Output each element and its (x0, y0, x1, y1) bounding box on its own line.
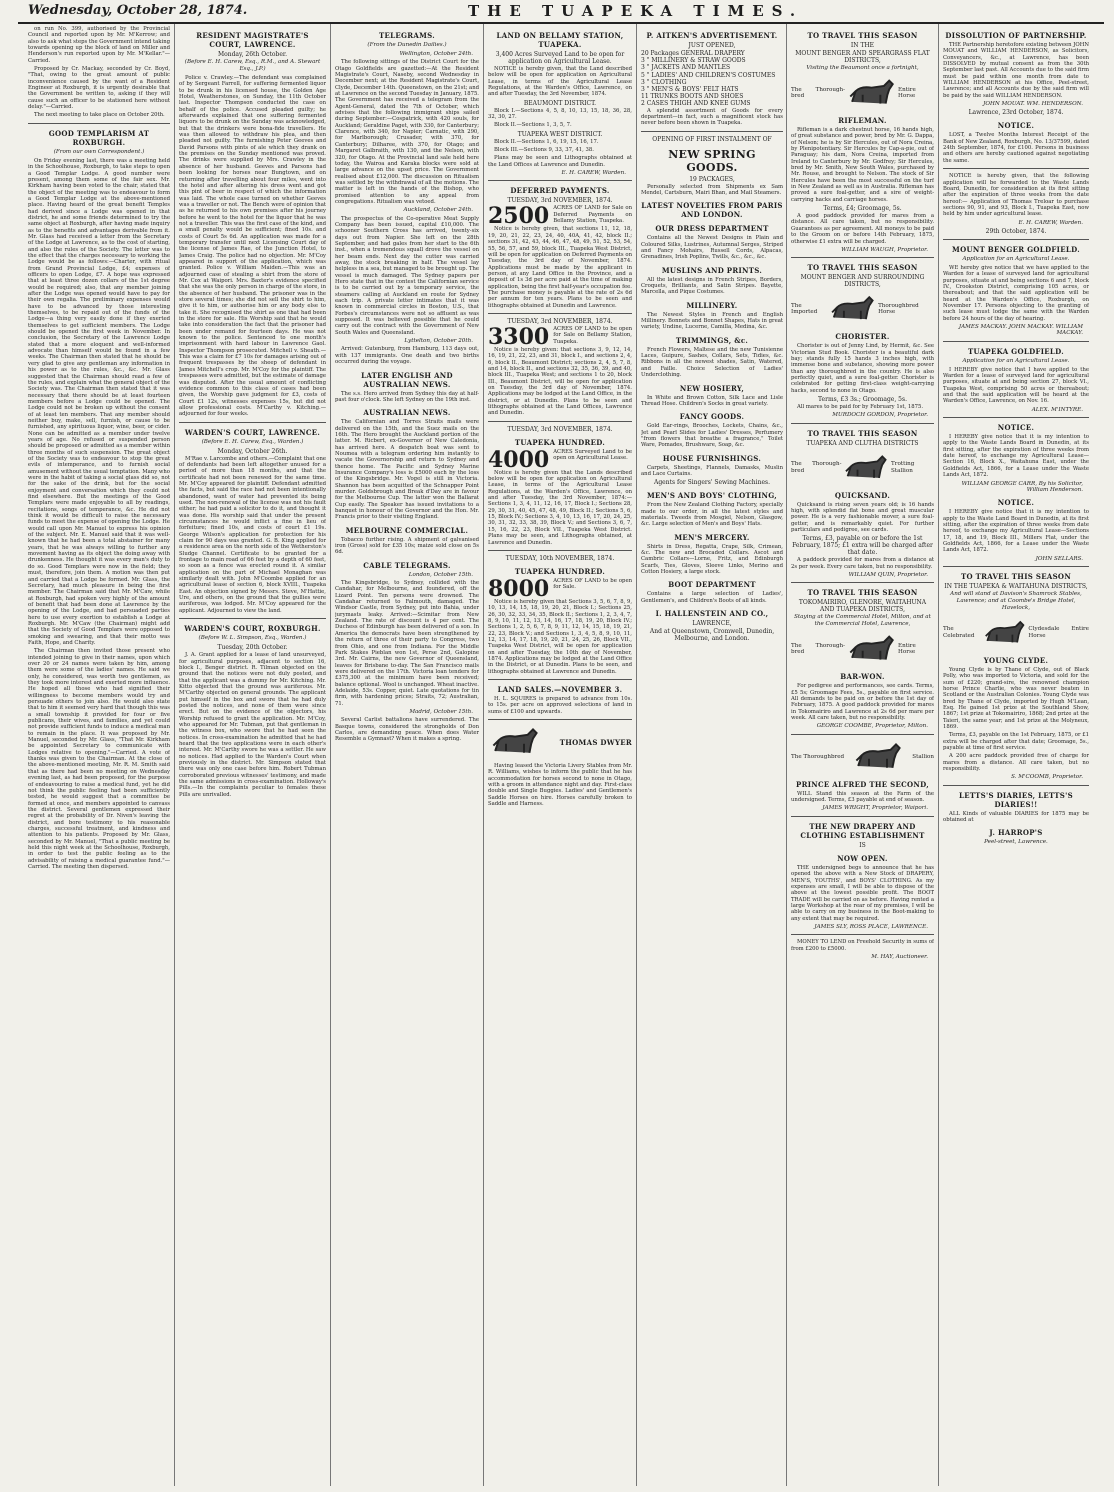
advert-body: The Newest Styles in French and English Millinery. Bonnets and Bonnet Shapes, Hats in great variety, Undine, Lucerne, Camilla, Medina, &c. (641, 311, 783, 331)
advert-body: Carpets, Sheetings, Flannels, Damasks, Muslin and Lace Curtains. (641, 464, 783, 477)
advert-body: ALL Kinds of valuable DIARIES for 1875 may be obtained at (943, 810, 1089, 824)
notice-body: H. L. SQUIRES is prepared to advance from 10s. to 15s. per acre on approved selections of land in sums of £100 and upwards. (488, 695, 632, 715)
court-date: Monday, October 26th. (217, 447, 288, 455)
stallion-name: BAR-WON. (840, 672, 885, 682)
advert-subheading: IN THE TUAPEKA & WAITAHUNA DISTRICTS, (944, 582, 1088, 590)
notice-date: TUESDAY, 3rd NOVEMBER, 1874. (507, 197, 613, 205)
stud-terms: Terms, £3, payable on the 1st February, 1875, or £1 extra will be charged after that date; Groomage, 5s., payable at time of first service. (943, 732, 1089, 752)
dateline: Lyttelton, October 20th. (404, 338, 473, 345)
notice-body: Notice is hereby given, that sections 11, 12, 18, 19, 20, 21, 22, 23, 24, 40, 40A, 41, 42, block II.; sections 31, 42, 43, 44, 46, 47, 48, 49, 51, 52, 53, 54, 55, 56, 57, and 59, block III., Tuapeka West District, will be open for application on Deferred Payments on Tuesday, the 3rd day of November, 1874. Applications must be made by the applicant in person, at any Land Office in the Province, and a deposit of 1s 3d per acre paid at the time of making application, being the first half-year's occupation fee. The purchase money is payable at the rate of 2s 6d per annum for ten years. Plans to be seen and lithographs obtained at Dunedin and Lawrence. (488, 226, 632, 309)
list-item: 3 " CLOTHING (641, 78, 687, 86)
horse-caption-right: Stallion (912, 753, 934, 760)
masthead (18, 2, 1104, 24)
notice-heading: DEFERRED PAYMENTS. (510, 186, 610, 196)
signature: E. H. CAREW, Warden. (1018, 219, 1083, 226)
article-heading: WARDEN'S COURT, LAWRENCE. (184, 427, 321, 437)
notice-body: I HEREBY give notice that I have applied to the Warden for a lease of surveyed land for agricultural purposes, situate at and being section 27, block VI., Tuapeka West, comprising 50 acres or thereabout; and that the said application will be heard at the Warden's Office, Lawrence, on Nov. 16. (943, 366, 1089, 405)
advert-heading: NEW SPRING GOODS. (668, 147, 756, 174)
signature: JAMES MACKAY. JOHN MACKAY. WILLIAM MACKAY. (958, 324, 1083, 337)
court-bench: (Before W. L. Simpson, Esq., Warden.) (198, 635, 307, 642)
notice-body: Notice is hereby given that Sections 3, 5, 6, 7, 8, 9, 10, 13, 14, 15, 18, 19, 20, 21, Block I.; Sections 25, 26, 30, 32, 33, 34, 35, Block II.; Sections 1, 2, 3, 4, 7, 8, 9, 10, 11, 12, 13, 14, 16, 17, 18, 19, 20, Block IV.; Sections 1, 2, 5, 6, 7, 8, 9, 11, 12, 14, 15, 18, 19, 21, 22, 23, Block V.; and Sections 1, 3, 4, 5, 8, 9, 10, 11, 12, 13, 14, 17, 18, 19, 20, 21, 24, 25, 26, Block VII., Tuapeka West District, will be open for application on and after Tuesday, the 10th day of November, 1874. Applications may be lodged at the Land Office in the District, or at Dunedin. Plans to be seen, and lithographs obtained at Lawrence and Dunedin. (488, 598, 632, 675)
signature: M. HAY, Auctioneer. (871, 953, 928, 960)
advert-body: MONEY TO LEND on Freehold Security in sums of from £200 to £5000. (791, 939, 934, 952)
advert-subheading: IS (859, 841, 866, 849)
article-body: The prospectus of the Co-operative Meat Supply Company has been issued, capital £10,000. The schooner Southern Cross has arrived, twenty-six days out from Napier. She left on the 28th September, and had gales from her start to the 6th inst., when a tremendous squall drove the vessel on her beam ends. Next day the cutter was carried away, the stock breaking in half. The vessel lay helpless in a sea, but managed to be brought up. The vessel is much damaged. The Sydney papers per Hero state that in the contest the Californian service is to be carried out by a temporary service, the steamers calling at Auckland en route for Sydney each trip. A private letter intimates that it was known in commercial circles in Boston, U.S., that Forbes's circumstances were not so affluent as was supposed. It was believed possible that he could carry out the contract with the Government of New South Wales and Queensland. (335, 215, 479, 336)
article-heading: GOOD TEMPLARISM AT ROXBURGH. (48, 128, 150, 147)
district-name: BEAUMONT DISTRICT. (523, 99, 597, 107)
divider (791, 257, 934, 258)
horse-caption-right: Entire Horse (898, 86, 916, 99)
notice-heading: LAND SALES.—NOVEMBER 3. (497, 684, 623, 694)
advert-body: Personally selected from Shipments ex Sam Mendel, Cartsburn, Mairi Bhan, and Mail Steamers. (641, 183, 783, 196)
advertiser-branches: And at Queenstown, Cromwell, Dunedin, Melbourne, and London. (649, 628, 775, 643)
notice-heading: MOUNT BENGER GOLDFIELD. (952, 244, 1080, 254)
notice-body: I HEREBY give notice that it is my intention to apply to the Waste Lands Board in Dunedin, at its first sitting, after the expiration of three weeks from date hereof, to exchange my Agricultural Lease—Section 16, Block X., Waitahuna East, under the Goldfields Act, 1866, for a Lease under the Waste Lands Act, 1872. (943, 434, 1089, 479)
advert-body: All the latest designs in French Stripes, Borders, Croquets, Brilliants, and Satin Stripes. Bayette, Marcella, and Pique Costumes. (641, 276, 783, 296)
article-heading: TELEGRAMS. (378, 31, 436, 40)
column-rule (636, 24, 637, 1486)
article-continuation: on run No. 399, authorised by the Provincial Council and reported upon by Mr. M'Kerrow; and also to ask what steps the Government intend taking towards opening up the block of land on Miller and Henderson's run reported upon by Mr. M'Kellar."—Carried. (28, 26, 170, 64)
court-date: Monday, 26th October. (217, 51, 288, 58)
advert-body: WILL Stand this season at the Farm of the undersigned. Terms, £3 payable at end of season. (791, 790, 934, 804)
article-heading: WARDEN'S COURT, ROXBURGH. (184, 624, 321, 634)
stallion-illustration (943, 615, 1089, 651)
column-1 (28, 26, 170, 1486)
stallion-illustration (791, 739, 934, 775)
divider (641, 131, 783, 132)
stallion-illustration (791, 450, 934, 486)
notice-subheading: Application for an Agricultural Lease. (962, 357, 1070, 364)
article-body: Tobacco further rising. A shipment of galvanised iron (Gross) sold for £35 10s; maize sold close on 5s 6d. (335, 536, 479, 556)
advert-body: Shirts in Dress, Regatta, Crape, Silk, Crimean, &c. The new and Brocaded Collars. Ascot and Cambric Collars—Lorne, Fritz, and Edinburgh Scarfs, Ties, Gloves, Sleeve Links, Merino and Cotton Hosiery, a large stock. (641, 543, 783, 575)
advertiser-address: Peel-street, Lawrence. (984, 839, 1048, 846)
advert-heading: NOW OPEN. (837, 853, 888, 863)
horse-icon (845, 75, 898, 111)
divider (791, 934, 934, 935)
divider (488, 550, 632, 551)
notice-heading: DISSOLUTION OF PARTNERSHIP. (945, 31, 1087, 40)
notice-body: Plans may be seen and Lithographs obtained at the Land Offices at Lawrence and Dunedin. (488, 155, 632, 168)
stud-terms: Terms, £3, payable on or before the 1st February, 1875; £1 extra will be charged after that date. (792, 535, 933, 557)
notice-heading: LAND ON BELLAMY STATION, TUAPEKA. (496, 31, 624, 49)
article-body: Police v. Crawley.—The defendant was complained of by Sergeant Farrell, for suffering fermented liquor to be drunk in his licensed house, the Golden Age Hotel, Weatherstones, on Sunday, the 11th October last. Inspector Thompson conducted the case on behalf of the police. Accused pleaded guilty; he afterwards explained that one suffering fermented liquors to be drunk on the Sunday was acknowledged, but that the drinkers were bona-fide travellers. He was then allowed to withdraw his plea, and then pleaded not guilty. The furnishing Peter Geeves and David Parsons with pints of ale which they drank on the premises on the Sunday mentioned was proved. The drinks were supplied by Mrs. Crawley in the absence of her husband. Geeves and Parsons had been looking for horses near Bungtown, and on returning after travelling about four miles, went into the hotel and after altering his dress went and got this pint of beer in respect of which the information was laid. The whole case turned on whether Geeves was a traveller or not. The Bench were of opinion that as he returned to his own premises after his journey before he went to the hotel for the liquor that he was not a traveller. This was the first case of the kind, and a small penalty would be sufficient; fined 10s. and costs of Court 5s 6d. An application was made for a temporary transfer until next Licensing Court day of the license of James Rae, of the Junction Hotel, to James Craig. The police had no objection. Mr. M'Coy appeared in support of the application, which was granted. Police v. William Maiden.—This was an adjourned case of stealing a shirt from the store of Mr. Cox at Waipori. Mrs. Baxter's evidence specified that she was the only person in charge of the store, in the absence of her husband. The prisoner was in the store several times; she did not sell the shirt to him, give it to him, or authorise him or any body else to take it. She recognised the shirt as one that had been in the store for sale. His Worship said that he would take into consideration the fact that the prisoner had been under remand for fourteen days. He was not known to the police. Sentenced to one month's imprisonment with hard labour in Lawrence Gaol. Inspector Thompson prosecuted. Mitchell v. Sheath.—This was a claim for £7 10s for damages arising out of frequent trespasses by the sheep of defendant in James Mitchell's crop. Mr. M'Coy for the plaintiff. The trespasses were admitted, but the estimate of damage was disputed. After the usual amount of conflicting evidence common to this class of cases had been given, the Worship gave judgment for £3, costs of Court £1 12s, witnesses expenses 15s, but did not allow professional costs. M'Carthy v. Kitching.—adjourned for four weeks. (179, 75, 326, 418)
dateline: Auckland, October 24th. (403, 207, 473, 214)
advert-body: In White and Brown Cotton, Silk Lace and Lisle Thread Hose. Children's Socks in great variety. (641, 394, 783, 407)
advert-heading: TO TRAVEL THIS SEASON (807, 588, 918, 598)
horse-caption-right: Thoroughbred Horse (878, 302, 919, 316)
divider (488, 719, 632, 720)
article-heading: LATER ENGLISH AND AUSTRALIAN NEWS. (361, 370, 453, 389)
advert-subheading: FANCY GOODS. (679, 412, 745, 422)
article-body: M'Rae v. Larcombe and others.—Complaint that one of defendants had been left altogether unused for a period of more than 18 months, and that the certificate had not been renewed for the same time. Mr. M'Coy appeared for plaintiff. Defendant admitted the facts, but said the race had not been intentionally abandoned, want of water had prevented its being used. The non-renewal of the license was not his fault either; he had paid a solicitor to do it, and thought it was done. His worship said that under the present circumstances he would inflict a fine in lieu of forfeiture; fined 10s, and costs of court £1 19s. George Wilson's application for protection for his claim for 90 days was granted. G. B. King applied for a residence area on the north side of the Wetherston's Sludge Channel. Certificate to be granted for a frontage to main road of 66 feet by a depth of 60 feet, so soon as a fence was erected round it. A similar application on the part of Michael Monaghan was similarly dealt with. John M'Coombe applied for an agricultural lease of section 6, block XVIII., Tuapeka East. An objection signed by Messrs. Steve, M'Hattie, Ure, and others, on the ground that the gullies were auriferous, was lodged. Mr. M'Coy appeared for the applicant. Adjourned to view the land. (179, 455, 326, 614)
article-continuation: Proposed by Cr. Mackay, seconded by Cr. Boyd, "That, owing to the great amount of public inconvenience caused by the want of a Resident Engineer at Roxburgh, it is urgently desirable that the Government be written to, asking if they will cause such an officer to be stationed here without delay."—Carried. (28, 66, 170, 111)
district-name: TUAPEKA WEST DISTRICT. (517, 130, 603, 138)
advert-body: A 200 acre paddock provided free of charge for mares from a distance. All care taken, but no responsibility. (943, 753, 1089, 773)
list-item: 3 " JACKETS AND MANTLES (641, 64, 731, 72)
divider (943, 168, 1089, 169)
stallion-illustration (791, 291, 934, 327)
column-3 (335, 26, 479, 1486)
divider (943, 785, 1089, 786)
horse-caption-left: The Thoroughbred (791, 753, 845, 760)
advertiser-town: LAWRENCE, (692, 620, 732, 628)
section-list: Block II.—Sections 1, 3, 5, 7. (494, 122, 572, 129)
divider (943, 566, 1089, 567)
article-subheading: (From our own Correspondent.) (53, 148, 145, 155)
acreage-text: ACRES OF LAND for Sale on Deferred Payments on Bellamy Station, Tuapeka. (553, 205, 632, 225)
advert-subheading: Agents for Singers' Sewing Machines. (654, 479, 770, 487)
notice-heading: TUAPEKA GOLDFIELD. (967, 346, 1065, 356)
section-list: Block II.—Sections 1, 6, 19, 15, 16, 17. (494, 138, 599, 145)
notice-body: I HEREBY give notice that it is my intention to apply to the Waste Land Board in Dunedin, at its first sitting, after the expiration of three weeks from date hereof, to exchange my Agricultural Lease—Sections 17, 18, and 19, Block III., Millers Flat, under the Goldfields Act, 1866, for a Lease under the Waste Lands Act, 1872. (943, 509, 1089, 554)
article-body: J. A. Grant applied for a lease of land unsurveyed, for agricultural purposes, adjacent to section 16, block I., Benger district. R. Tilman objected on the ground that the notices were not duly posted, and that the applicant was a dummy for Mr. Kitching. Mr. Kitto objected that the ground was auriferous. Mr. M'Carthy objected on general grounds. The applicant put himself in the box and swore that he had duly posted the notices, and none of them were since erect. But on the evidence of the objectors, his Worship refused to grant the application. Mr. M'Coy, who appeared for Mr. Tubman, put that gentleman in the witness box, who swore that he had seen the notices. In cross-examination he admitted that he had heard that the two applications were in each other's interest. Mr. M'Carthy swore he was a settler. He saw no notices. Had applied to the Warden's Court when previously in the district. Mr. Simpson stated that there was only one case before him. Robert Tubman corroborated previous witnesses' testimony, and made the same admissions in cross-examination. Holloway's Pills.—In the complaints peculiar to females these Pills are unrivalled. (179, 652, 326, 798)
acreage-text: ACRES OF LAND to be open for Sale. (553, 577, 632, 591)
divider (488, 679, 632, 680)
advert-subheading: OPENING OF FIRST INSTALMENT OF (652, 135, 772, 143)
horse-caption-left: The Imported (791, 302, 818, 316)
advert-subheading: And will stand at Davison's Shamrock Stables, Lawrence; and at Coombe's Bridge Hotel, Havelock, (950, 590, 1082, 611)
notice-body: THE Partnership heretofore existing between JOHN MOUAT and WILLIAM HENDERSON, as Solicitors, Conveyancers, &c., at Lawrence, has been DISSOLVED by mutual consent as from the 30th September last past. All Accounts due to the said firm must be paid within one month from date to WILLIAM HENDERSON at his Office, Peel-street, Lawrence; and all Accounts due by the said firm will be paid by the said WILLIAM HENDERSON. (943, 42, 1089, 99)
advert-subheading: TOKOMAIRIRO, GLENORE, WAITAHUNA AND TUAPEKA DISTRICTS, (798, 599, 927, 614)
advert-body: Having leased the Victoria Livery Stables from Mr. R. Williams, wishes to inform the public that he has accommodation for horses second to none in Otago, with a groom in attendance night and day. First-class double and Single Buggies. Ladies' and Gentlemen's Saddle Horses on hire. Horses carefully broken to Saddle and Harness. (488, 763, 632, 808)
article-heading: AUSTRALIAN NEWS. (363, 408, 451, 418)
advert-subheading: JUST OPENED, (688, 42, 736, 49)
article-heading: RESIDENT MAGISTRATE'S COURT, LAWRENCE. (196, 31, 309, 49)
signature: WILLIAM WAUGH, Proprietor. (841, 246, 928, 253)
advert-body: Chorister is out of Jenny Lind, by Hermit, &c. See Victorian Stud Book. Chorister is a beautiful dark bay; stands fully 15 hands 3 inches high, with immense bone and substance, showing more power than any thoroughbred in the country. He is also perfectly quiet, and a sure foal-getter. Chorister is celebrated for getting first-class weight-carrying hacks, second to none in Otago. (791, 343, 934, 394)
stud-terms: Terms, £3 3s.; Groomage, 5s. (818, 395, 907, 403)
stallion-name: YOUNG CLYDE. (983, 655, 1049, 665)
notice-date: TUESDAY, 10th NOVEMBER, 1874. (505, 554, 615, 562)
advert-body: For pedigree and performances, see cards. Terms, £5 5s; Groomage Fees, 5s., payable on first service. All demands to be paid on or before the 1st day of February, 1875. A good paddock provided for mares in Tokomairiro and Lawrence at 2s 6d per mare per week. All care taken, but no responsibility. (791, 683, 934, 722)
divider (791, 816, 934, 817)
section-list: Block III.—Sections 9, 33, 37, 41, 38. (494, 147, 594, 154)
horse-caption-left: The Thorough-bred (791, 86, 846, 99)
stallion-name: PRINCE ALFRED THE SECOND, (796, 779, 929, 789)
acreage-text: ACRES OF LAND to be open for Sale on Bellamy Station, Tuapeka. (553, 325, 632, 345)
notice-subheading: Application for an Agricultural Lease. (962, 255, 1070, 262)
advert-subheading: LATEST NOVELTIES FROM PARIS AND LONDON. (641, 201, 783, 220)
stud-terms: Terms, £4; Groomage, 5s. (823, 205, 902, 213)
horse-caption-right: Trotting Stallion (891, 461, 915, 474)
divider (943, 239, 1089, 240)
divider (791, 423, 934, 424)
column-2 (179, 26, 326, 1486)
list-item: 3 " MILLINERY & STRAW GOODS (641, 57, 746, 65)
acreage-figure: 4000 (488, 446, 550, 473)
horse-icon (981, 615, 1028, 651)
notice-heading: TUAPEKA HUNDRED. (514, 566, 606, 576)
advert-body: All mares to be paid for by February 1st, 1875. (797, 403, 924, 410)
stallion-name: CHORISTER. (835, 332, 890, 342)
court-bench: (Before E. H. Carew, Esq., R.M., and A. Stewart Esq., J.P.) (184, 59, 321, 72)
advert-subheading: Staying at the Commercial Hotel, Milton, and at the Commercial Hotel, Lawrence, (794, 614, 931, 628)
stallion-illustration (791, 631, 934, 667)
article-body: The Californian and Torres Straits mails were delivered on the 15th, and the Suez mails on the 16th. The Hero brought the Auckland portion of the latter. M. Ricbert, ex-Governor of New Caledonia, has arrived here. A despatch boat was sent to Noumea with a telegram ordering him instantly to vacate the Governorship and return to Sydney and thence home. The Pacific and Sydney Marine Insurance Company's loss is £5000 each by the loss of the Kingsbridge. Mr. Vogel is still in Victoria. Shannon has been acquitted of the Schnapper Point murder. Goldsbrough and Break d'Day are in favour for the Melbourne Cup. The latter won the Ballarat Cup easily. The Speaker has issued invitations to a banquet in honour of the Governor and the Hon. Mr. Francis prior to their visiting England. (335, 419, 479, 521)
list-item: 11 TRUNKS BOOTS AND SHOES (641, 93, 744, 101)
advertiser-name: I. HALLENSTEIN AND CO., (655, 609, 769, 619)
advert-heading: TO TRAVEL THIS SEASON (807, 428, 918, 438)
livery-ad (488, 724, 632, 760)
advert-body: French Flowers, Maltese and the new Tunisienne Laces, Guipure, Sashes, Collars, Sets, Tidies, &c. Ribbons in all the newest shades, Satin, Watered, and Faille. Choice Selection of Ladies' Underclothing. (641, 346, 783, 379)
column-rule (483, 24, 484, 1486)
acreage-text: ACRES Surveyed Land to be open on Agricultural Lease. (553, 448, 632, 462)
divider (488, 180, 632, 181)
horse-caption-left: The Thorough-bred (791, 461, 842, 474)
horse-icon (851, 739, 905, 775)
notice-intro: 3,400 Acres Surveyed Land to be open for application on Agricultural Lease. (495, 51, 625, 65)
advert-heading: TO TRAVEL THIS SEASON (807, 31, 918, 40)
column-rule (938, 24, 939, 1486)
stallion-illustration (791, 75, 934, 111)
notice-body: NOTICE is hereby given, that the following application will be forwarded to the Waste Lands Board, Dunedin, for consideration at its first sitting after the expiration of three weeks from the date hereof:— Application of Thomas Treloar to purchase sections 90, 91, and 93, Block I., Tuapeka East, now held by him under agricultural lease. (943, 173, 1089, 218)
article-body: The s.s. Hero arrived from Sydney this day at half-past four o'clock. She left Sydney on the 19th inst. (335, 390, 479, 403)
notice-heading: NOTICE. (997, 498, 1035, 508)
column-rule (786, 24, 787, 1486)
advert-subheading: BOOT DEPARTMENT (668, 580, 756, 590)
signature: S. M'COOMB, Proprietor. (1011, 774, 1083, 781)
advert-heading: P. AITKEN'S ADVERTISEMENT. (646, 31, 778, 40)
horse-caption-right: Entire Horse (898, 642, 916, 656)
acreage-figure: 8000 (488, 575, 550, 602)
advert-subheading: MUSLINS AND PRINTS. (661, 265, 763, 275)
signature: ALEX. M'INTYRE. (1031, 406, 1083, 413)
divider (179, 618, 326, 619)
article-body: On Friday evening last, there was a meeting held in the Schoolhouse, Roxburgh, to take steps to open a Good Templar Lodge. A good number were present, among them some of the fair sex. Mr. Kirkham having been voted to the chair, stated that the object of the meeting was to endeavour to form a Good Templar Lodge at the above-mentioned place. Having heard of the great benefit Temples had derived since a Lodge was opened in that district, he and some friends determined to try the same object at Roxburgh, after having made inquiry as to the benefits and advantages derivable from it. Mr. Glass had received a letter from the Secretary of the Lodge at Lawrence, as to the cost of starting, and also the rules of the Society. The letter was to the effect that the charges necessary to working the Lodge would be as follows:—Charter, with ritual from Grand Provincial Lodge, £4; expenses of officers to open Lodge, £7. A hope was expressed that at least three dozen collars of the 1st degree would be required; also, that any member joining after the Lodge was opened would have to pay for their own regalia. The preliminary expenses would have to be advanced by those interesting themselves, to be repaid out of the funds of the Lodge—a thing very easily done if they exerted themselves to get sufficient members. The Lodge should be opened the first week in November. In conclusion, the Secretary of the Lawrence Lodge stated that a more eloquent and well-informed advocate than himself would be found in a few weeks. The Chairman then stated that he should be very glad to give any gentleman any information in his power as to the rules, &c., &c. Mr. Glass suggested that the Chairman should read a few of the rules, and explain what the general object of the Society was. The Chairman then stated that it was necessary that there should be at least fourteen members before a Lodge could be opened. The Lodge could not be broken up without the consent of at least ten members. That any member should neither buy, make, sell, furnish, or cause to be furnished, any spirituous liquor, wine, beer, or cider. None can be admitted as a member under twelve years of age. No refused or suspended person should be proposed or admitted as a member within three months of such suspension. The great object of the Society was to endeavour to stop the great evils of intemperance, and to furnish social amusement without the usual temptation. Many who were in the habit of taking a social glass did so, not for the sake of the drink, but for the social enjoyment and conversation which they could not find elsewhere. But the meetings of the Good Templars were made enjoyable to all by readings, recitations, songs of temperance, &c. He did not think it would be difficult to raise the necessary funds to meet the expense of opening the Lodge. He would call upon Mr. Manuel to express his opinion of the subject. Mr. E. Manuel said that it was well-known that he had been a total abstainer for many years, that he was always willing to further any movement having as its object the doing away with drunkenness. He thought it was every man's duty to do so. Good Templars were now in the field; they must, therefore, join them. A motion was then put and carried that a Lodge be formed. Mr. Glass, the Secretary, had much pleasure in being the first member. The Chairman said that Mr. M'Caw, while at Roxburgh, had spoken very highly of the amount of benefit that had been done at Lawrence by the opening of the Lodge, and had persuaded parties here to use every exertion to establish a Lodge at Roxburgh. Mr. M'Caw (the Chairman) might add that the Society of Good Templars were opposed to smoking and swearing, and that their motto was Faith, Hope, and Charity. (28, 157, 170, 646)
advert-body: Rifleman is a dark chestnut horse, 16 hands high, of great substance and power, bred by Mr. G. Dappa, of Nelson; he is by Sir Hercules, out of Nora Creina, by Plenipotentiary. Sir Hercules by Cap-a-pie, out of Paraguay; his dam, Nora Creina, imported from Ireland to Canterbury by Mr. Godfrey; Sir Hercules, bred by Mr. Smith, New South Wales, purchased by Mr. Rouse, and brought to Nelson. The stock of Sir Hercules have been the most successful on the turf in New Zealand as well as in Australia. Rifleman has proved a sure foal-getter, and a sire of weight-carrying hacks and carriage horses. (791, 127, 934, 203)
advert-subheading: TUAPEKA AND CLUTHA DISTRICTS (806, 439, 919, 447)
divider (488, 313, 632, 314)
column-4 (488, 26, 632, 1486)
signature: WILLIAM GEORGE CARR, By his Solicitor, William Henderson. (961, 480, 1083, 493)
article-body: Several Carlist battalions have surrendered. The Basque towns, considered the strongholds of Don Carlos, are demanding peace. When does Water Resemble a Gymnast? When it makes a spring. (335, 717, 479, 743)
list-item: 3 " MEN'S & BOYS' FELT HATS (641, 86, 739, 94)
issue-date: Wednesday, October 28, 1874. (28, 3, 248, 18)
horse-icon (827, 291, 878, 327)
divider (179, 422, 326, 423)
divider (28, 123, 170, 124)
section-list: Block I.—Sections 4, 5, 8, 10, 13, 15, 18, 36, 28, 32, 30, 27. (488, 107, 632, 121)
horse-caption-left: The Thorough-bred (791, 642, 846, 656)
notice-body: Notice is hereby given: that sections 3, 9, 12, 14, 16, 19, 21, 22, 23, and 31, block I., and sections 2, 4, 6, block II., Beaumont District; sections 2, 4, 5, 7, 8, and 14, block II., and sections 32, 35, 36, 39, and 40, block III., Tuapeka West; and sections 1 to 20, block III., Beaumont District, will be open for application on Tuesday, the 3rd day of November, 1874. Applications may be lodged at the Land Office, in the district, or at Dunedin. Plans to be seen and lithographs obtained at the Land Offices, Lawrence and Dunedin. (488, 346, 632, 417)
advert-subheading: MEN'S AND BOYS' CLOTHING, (647, 491, 777, 501)
article-subheading: (From the Dunedin Dailies.) (367, 42, 447, 48)
acreage-figure: 3300 (488, 323, 550, 350)
advert-subheading: MILLINERY. (686, 300, 738, 310)
list-item: 5 " LADIES' AND CHILDREN'S COSTUMES (641, 71, 776, 79)
signature: JOHN MOUAT. WM. HENDERSON. (983, 101, 1083, 108)
column-5 (641, 26, 783, 1486)
column-6 (791, 26, 934, 1486)
dateline: London, October 15th. (408, 571, 473, 578)
advert-subheading: OUR DRESS DEPARTMENT (655, 224, 769, 234)
notice-heading: NOTICE. (997, 121, 1035, 131)
signature: WILLIAM QUIN, Proprietor. (848, 572, 928, 579)
article-body: The following sittings of the District Court for the Otago Goldfields are gazetted:—At the Resident Magistrate's Court, Naseby, second Wednesday in December next; at the Resident Magistrate's Court, Clyde, December 14th. Queenstown, on the 21st; and at Lawrence on the second Tuesday in January, 1875. The Government has received a telegram from the Agent-General, dated the 7th of October, which advises that the following immigrant ships sailed during September:—Cospatrick, with 420 souls, for Auckland; Geraldine Paget, with 330, for Canterbury; Clarence, with 340, for Napier; Carnatic, with 290, for Marlborough; Crusader, with 370, for Canterbury; Dilharee, with 370, for Otago; and Margaret Galbraith, with 130, and the Nelson, with 320, for Otago. At the Provincial land sale held here today, the Wairoa and Karaka blocks were sold at large advance on the upset price. The Government realised about £12,000. The discussion on Ritualism was settled by the withdrawal of all the motions. The matter is left in the hands of the Bishop, who promised attention to any appeal from congregations. Ritualism was vetoed. (335, 59, 479, 205)
divider (488, 421, 632, 422)
notice-body: Notice is hereby given that the Lands described below will be open for application on Agricultural Lease, in terms of the Agricultural Lease Regulations, at the Warden's Office, Lawrence, on and after Tuesday, the 3rd November, 1874:— Sections 1, 3, 4, 11, 12, 16, 17, Block I.; Sections 28, 29, 30, 31, 40, 45, 47, 48, 49, Block II.; Sections 5, 6, 15, Block IV.; Sections 3, 4, 10, 13, 16, 17, 20, 24, 25, 30, 31, 32, 33, 38, 39, Block V.; and Sections 3, 6, 7, 15, 16, 22, 23, Block VII., Tuapeka West District. Plans may be seen, and Lithographs obtained, at Lawrence and Dunedin. (488, 469, 632, 546)
notice-heading: TUAPEKA HUNDRED. (514, 437, 606, 447)
advert-subheading: 19 PACKAGES, (689, 175, 735, 183)
notice-body: NOTICE is hereby given, that the Land described below will be open for application on Agricultural Lease, in terms of the Agricultural Lease Regulations, at the Warden's Office, Lawrence, on and after Tuesday, the 3rd November, 1874. (488, 66, 632, 98)
horse-icon (488, 724, 542, 760)
advert-subheading: MOUNT BENGER AND SURROUNDING DISTRICTS, (800, 274, 925, 289)
advert-heading: THE NEW DRAPERY AND CLOTHING ESTABLISHMENT (800, 821, 925, 840)
notice-date: TUESDAY, 3rd NOVEMBER, 1874. (507, 425, 613, 433)
advert-heading: LETTS'S DIARIES, LETTS'S DIARIES!! (959, 790, 1073, 809)
horse-caption-left: The Celebrated (943, 626, 975, 639)
newspaper-title: THE TUAPEKA TIMES. (468, 2, 804, 20)
divider (943, 341, 1089, 342)
advert-body: Quicksand is rising seven years old; is 16 hands high, with splendid flat bone and great muscular power. He is a very fashionable mover, a sure foal-getter, and is remarkably quiet. For further particulars and pedigree, see cards. (791, 501, 934, 533)
advert-subheading: TRIMMINGS, &c. (675, 335, 749, 345)
advertiser-name: THOMAS DWYER (559, 737, 632, 747)
column-7 (943, 26, 1089, 1486)
horse-caption-right: Clydesdale Entire Horse (1028, 626, 1089, 639)
acreage-figure: 2500 (488, 203, 550, 230)
signature: GEORGE COOMBE, Proprietor, Milton. (816, 723, 928, 730)
advert-body: Gold Ear-rings, Brooches, Lockets, Chains, &c., Jet and Pearl Slides for Ladies' Dresses, Perfumery "from flowers that breathe a fragrance," Toilet Ware, Pomades, Brushware, Soap, &c. (641, 423, 783, 449)
dateline: Madrid, October 15th. (409, 708, 473, 715)
advert-subheading: NEW HOSIERY, (679, 383, 745, 393)
court-bench: (Before E. H. Carew, Esq., Warden.) (201, 438, 304, 445)
advert-subheading: Visiting the Beaumont once a fortnight, (806, 65, 919, 71)
package-list (641, 50, 783, 108)
advert-body: Contains a large selection of Ladies', Gentlemen's, and Children's Boots of all kinds. (641, 591, 783, 604)
advert-body: THE undersigned begs to announce that he has opened the above with a New Stock of DRAPERY, MEN'S, YOUTHS', and BOYS' CLOTHING. As my expenses are small, I will be able to dispose of the above at the lowest possible profit. The BOOT TRADE will be carried on as before. Having rented a large Workshop at the rear of my premises, I will be able to carry on my business in the Boot-making to any extent that may be required. (791, 864, 934, 922)
notice-heading: NOTICE. (997, 423, 1035, 433)
horse-icon (841, 450, 891, 486)
signature: JOHN SELLARS. (1035, 555, 1083, 562)
divider (791, 582, 934, 583)
notice-body: LOST, a Twelve Months Interest Receipt of the Bank of New Zealand, Roxburgh, No. 13/37599, dated 24th September, 1874, for £100. Persons in business and others are hereby cautioned against negotiating the same. (943, 132, 1089, 164)
notice-date: TUESDAY, 3rd NOVEMBER, 1874. (507, 317, 613, 325)
notice-date: 29th October, 1874. (985, 227, 1047, 235)
court-date: Tuesday, 20th October. (217, 644, 288, 652)
advert-body: Young Clyde is by Thane of Clyde, out of Black Polly, who was imported to Victoria, and sold for the sum of £220; grand-sire, the renowned champion horse Prince Charlie, who was never beaten in Scotland or the Australian Colonies. Young Clyde was bred by Thane of Clyde, imported by Hugh M'Lean, Esq. He gained 1st prize at the Southland Show, 1867; 1st prize at Tokomairiro, 1868; 2nd prize at the Taieri, the same year; and 1st prize at the Molyneux, 1869. (943, 666, 1089, 731)
horse-icon (845, 631, 898, 667)
notice-date: Lawrence, 23rd October, 1874. (968, 109, 1064, 117)
advert-body: From the New Zealand Clothing Factory, specially made to our order, in all the latest styles and materials. Tweeds from Mosgiel, Nelson, Glasgow, &c. Large selection of Men's and Boys' Hats. (641, 502, 783, 528)
advert-body: A paddock provided for mares from a distance at 2s per week. Every care taken, but no responsibility. (791, 557, 934, 570)
column-rule (330, 24, 331, 1486)
column-rule (174, 24, 175, 1486)
signature: JAMES SLY, ROSS PLACE, LAWRENCE. (814, 923, 928, 930)
advert-subheading: MEN'S MERCERY. (674, 532, 750, 542)
article-body: The Chairman then invited those present who intended joining to give in their names, upon which over 20 or 24 names were taken by him, among them were some of the ladies' names. He said we only, he considered, was worth two gentlemen, as they took more interest and exerted more influence. He hoped all those who had signified their willingness to become members would try and persuade others to join also. He would also state that to him it seemed very hard that though this was a small township it provided for four or five publicans, their wives, and families, and yet could not provide sufficient funds to induce a medical man to remain in the place. It was proposed by Mr. Manuel, seconded by Mr. Glass, "That Mr. Kirkham be appointed Secretary to communicate with Lodges relative to opening."—Carried. A vote of thanks was given to the Chairman. At the close of the above-mentioned meeting, Mr. R. M. Smith said that as there had been no meeting on Wednesday evening last, as had been proposed, for the purpose of endeavouring to raise a medical fund, yet he did not think the public feeling had been sufficiently tested, he would suggest that a committee be formed at once, and members appointed to canvass the district. Several gentlemen expressed their regret at the probability of Dr. Niven's leaving the district, and bore testimony to his reasonable charges, successful treatment, and kindness and attention to his patients. Proposed by Mr. Glass, seconded by Mr. Manuel, "That a public meeting be held this night week at the Schoolhouse, Roxburgh, in order to test the public feeling as to the advisability of raising a medical guarantee fund."—Carried. The meeting then dispersed. (28, 648, 170, 870)
advert-heading: TO TRAVEL THIS SEASON (807, 263, 918, 273)
advert-heading: TO TRAVEL THIS SEASON (960, 571, 1072, 581)
article-continuation: The next meeting to take place on October 20th. (34, 112, 165, 119)
advert-subheading: IN THE (850, 42, 875, 49)
advert-body: Contains all the Newest Designs in Plain and Coloured Silks, Lustrines, Autumnal Serges, Striped and Fancy Mohairs, Russell Cords, Alpacas, Grenadines, Irish Poplins, Twills, &c., &c., &c. (641, 235, 783, 261)
list-item: 2 CASES THIGH AND KNEE GUMS (641, 100, 751, 108)
signature: E. H. CAREW, Warden. (561, 170, 626, 177)
article-body: The Kingsbridge, to Sydney, collided with the Candahar, for Melbourne, and foundered, off the Lizard Point. Ten persons were drowned. The Candahar returned to Falmouth, damaged. The Windsor Castle, from Sydney, put into Bahia, under jurymasts leaky. Arrived:—Scimitar from New Zealand. The rate of discount is 4 per cent. The Duchess of Edinburgh has been delivered of a son. In America the democrats have been strengthened by the return of three of their party to Congress, two from Ohio, and one from Indiana. For the Middle Park Stakes Pieblan won 1st, Perse 2nd, Galopine 3rd. Mr. Cairns, the new Governor of Queensland, leaves for Brisbane to-day. The San Francisco mails were delivered on the 17th. Victoria loan tenders for £375,300 at the minimum have been received; balance optional. Wool is unchanged. Wheat inactive. Adelaide, 53s. Copper, quiet. Late quotations for tin firm, with hardening prices; Straits, 72; Australian, 71. (335, 580, 479, 707)
signature: JAMES WRIGHT, Proprietor, Waipori. (822, 805, 928, 812)
advert-body: A splendid assortment of Goods for every department—in fact, such a magnificent stock has never before been shown in Tuapeka. (641, 107, 783, 127)
list-item: 20 Packages GENERAL DRAPERY (641, 50, 745, 57)
article-heading: MELBOURNE COMMERCIAL. (345, 525, 469, 535)
divider (943, 417, 1089, 418)
advert-subheading: HOUSE FURNISHINGS. (662, 453, 762, 463)
signature: MURDOCH GORDON, Proprietor. (832, 412, 928, 419)
dateline: Wellington, October 24th. (399, 51, 473, 57)
advert-body: A good paddock provided for mares from a distance. All care taken, but no responsibility. Guarantees as per agreement. All moneys to be paid to the Groom on or before 14th February, 1875, otherwise £1 extra will be charged. (791, 213, 934, 245)
divider (791, 734, 934, 735)
article-heading: CABLE TELEGRAMS. (363, 560, 451, 570)
advertiser-name: J. HARROP'S (989, 828, 1043, 838)
advert-subheading: MOUNT BENGER AND SPEARGRASS FLAT DISTRICTS, (795, 50, 930, 64)
article-body: Arrived: Gutenburg, from Hamburg, 113 days out, with 137 immigrants. One death and two births occurred during the voyage. (335, 346, 479, 366)
stallion-name: QUICKSAND. (834, 490, 891, 500)
stallion-name: RIFLEMAN. (838, 116, 887, 125)
notice-body: WE hereby give notice that we have applied to the Warden for a lease of surveyed land for agricultural purposes, situate at and being sections 6 and 7, block IV., Crookston District, comprising 105 acres, or thereabout; and that the said application will be heard at the Warden's Office, Roxburgh, on November 17. Persons objecting to the granting of such lease must lodge the same with the Warden before 24 hours of the day of hearing. (943, 264, 1089, 322)
